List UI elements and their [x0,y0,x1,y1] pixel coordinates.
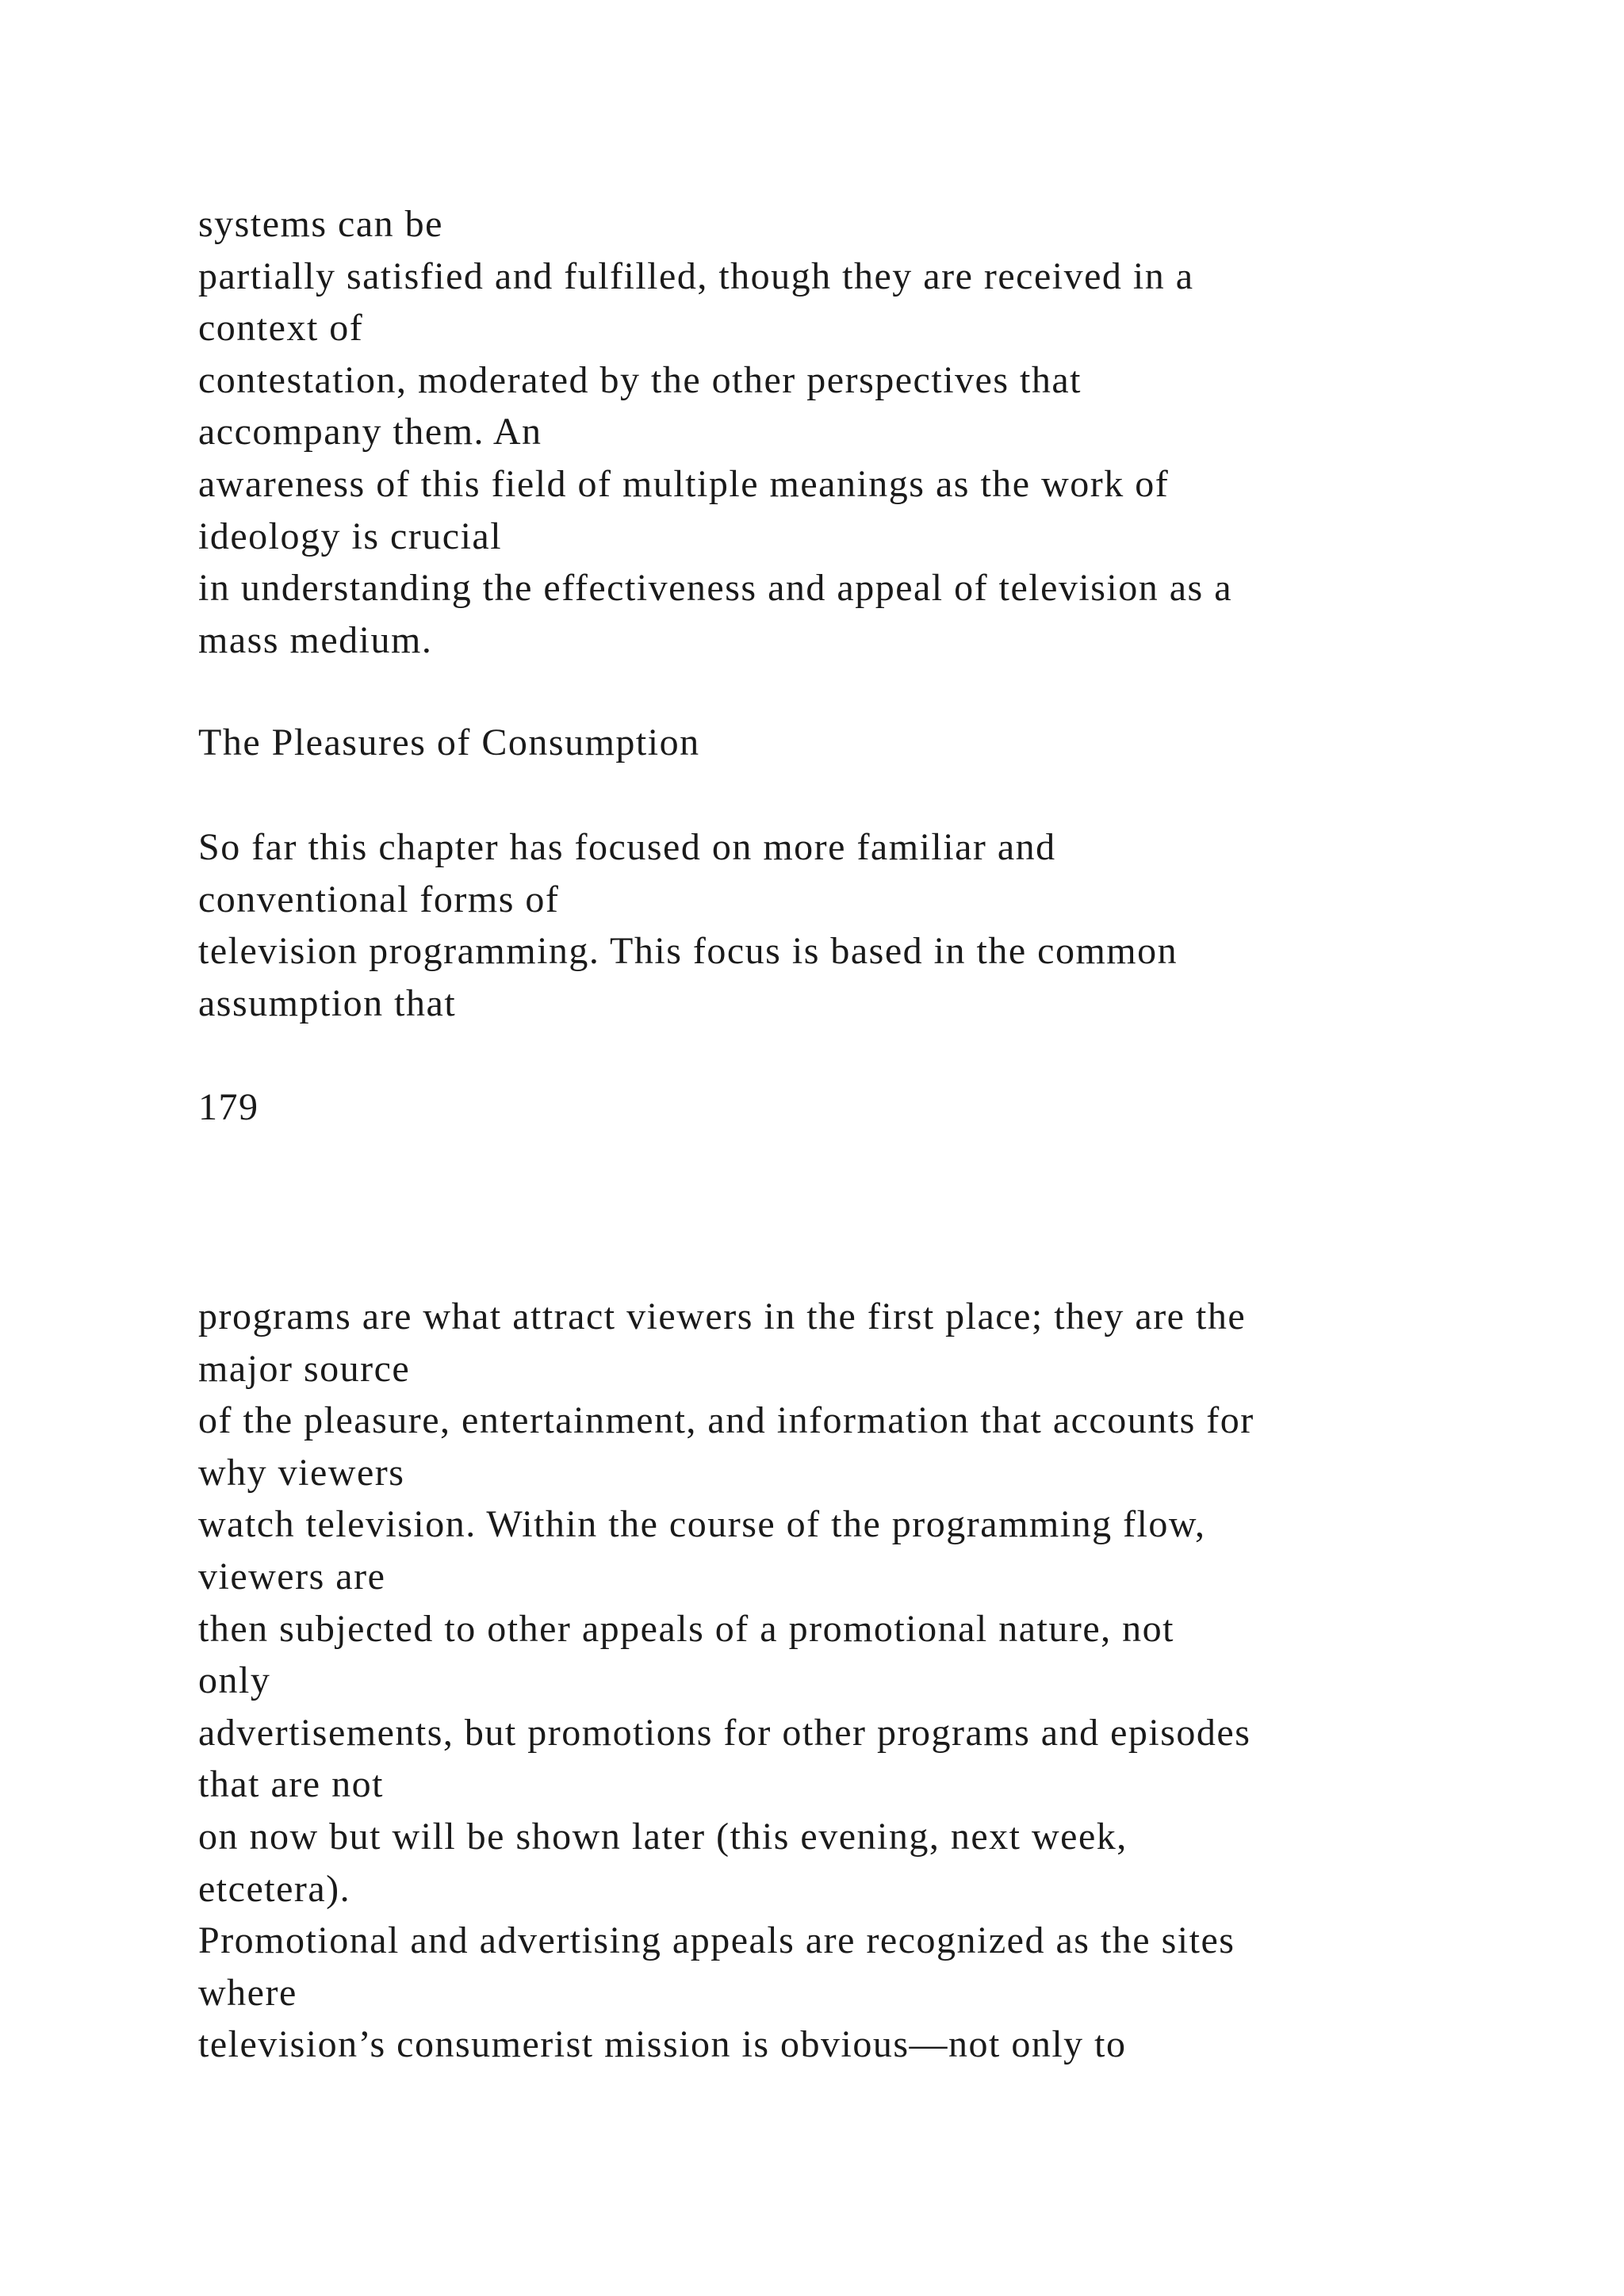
text-line: that are not [198,1763,384,1806]
text-line: ideology is crucial [198,515,503,557]
page-number [198,1081,1546,1134]
text-line: where [198,1971,297,2014]
text-line: context of [198,307,364,350]
text-line: conventional forms of [198,878,560,920]
text-line: advertisements, but promotions for other programs and episodes [198,1711,1251,1754]
text-line: systems can be [198,203,443,245]
paragraph-2 [198,821,1546,1029]
text-line: television’s consumerist mission is obvious—not only to [198,2023,1127,2066]
text-line: assumption that [198,982,457,1024]
text-line: mass medium. [198,618,433,661]
text-line: in understanding the effectiveness and appeal of television as a [198,567,1233,610]
text-line: only [198,1659,271,1702]
paragraph-3 [198,1291,1546,2071]
text-line: etcetera). [198,1867,351,1910]
text-line: So far this chapter has focused on more familiar and [198,826,1056,868]
heading-text: The Pleasures of Consumption [198,721,700,763]
paragraph-1 [198,198,1546,666]
text-line: partially satisfied and fulfilled, though they are received in a [198,254,1194,297]
text-line: accompany them. An [198,411,542,453]
text-line: awareness of this field of multiple meanings as the work of [198,462,1170,505]
text-line: major source [198,1347,411,1390]
text-line: Promotional and advertising appeals are recognized as the sites [198,1919,1235,1962]
text-line: watch television. Within the course of the programming flow, [198,1503,1206,1546]
text-line: of the pleasure, entertainment, and information that accounts for [198,1399,1254,1442]
text-line: viewers are [198,1555,386,1598]
section-heading [198,717,1546,769]
text-line: television programming. This focus is based in the common [198,930,1178,973]
page-number-text: 179 [198,1086,259,1128]
text-line: on now but will be shown later (this evening, next week, [198,1815,1128,1858]
text-line: then subjected to other appeals of a promotional nature, not [198,1607,1174,1650]
text-line: contestation, moderated by the other perspectives that [198,358,1082,401]
text-line: why viewers [198,1451,405,1494]
text-line: programs are what attract viewers in the first place; they are the [198,1295,1247,1337]
